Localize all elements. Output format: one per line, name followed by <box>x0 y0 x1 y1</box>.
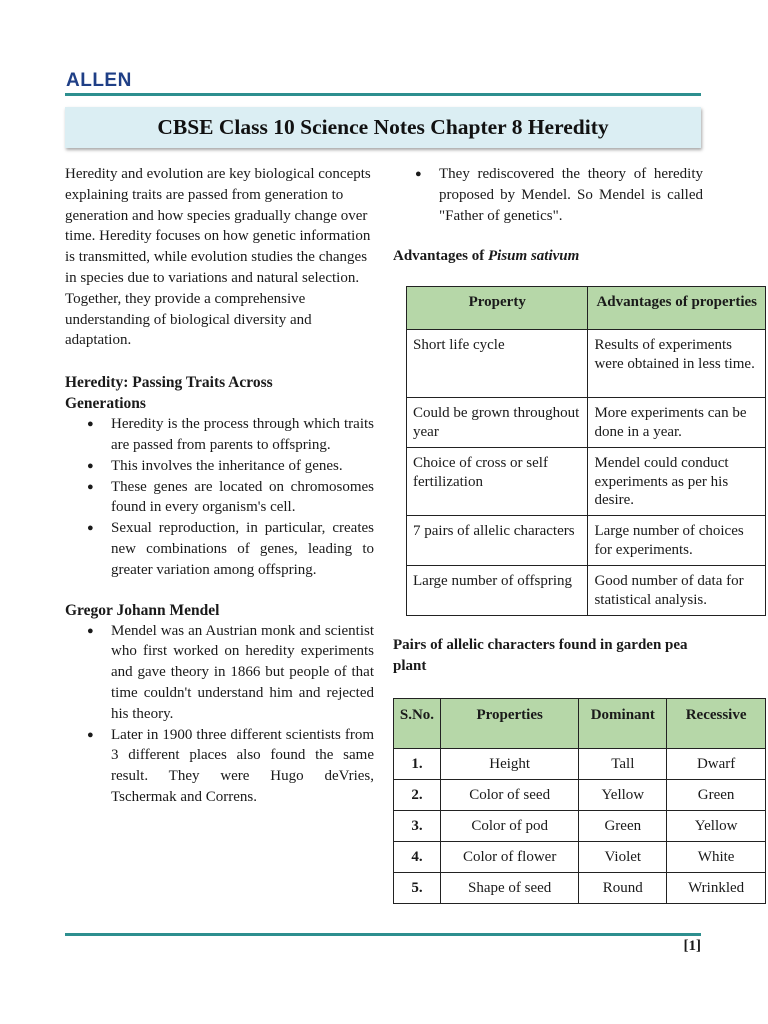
table-cell: Color of flower <box>440 842 578 873</box>
table-cell: Yellow <box>667 811 766 842</box>
header-divider <box>65 93 701 96</box>
list-item: ● Heredity is the process through which traits are passed from parents to offspring. <box>65 414 374 456</box>
table-cell: Choice of cross or self fertilization <box>407 448 588 516</box>
table-header-row <box>394 699 766 749</box>
table-row <box>407 448 766 516</box>
column-header: Properties <box>440 699 578 749</box>
table-row <box>394 749 766 780</box>
table-row <box>407 398 766 448</box>
table-cell: Wrinkled <box>667 873 766 904</box>
table-row <box>394 811 766 842</box>
page-number: [1] <box>683 938 701 954</box>
table-cell: Violet <box>579 842 667 873</box>
table-cell: Color of pod <box>440 811 578 842</box>
column-header: Property <box>407 287 588 330</box>
advantages-heading: Advantages of Pisum sativum <box>393 248 580 265</box>
table-row <box>407 330 766 398</box>
mendel-list <box>65 621 374 808</box>
table-row <box>407 566 766 616</box>
title-banner <box>65 107 701 148</box>
table-cell: Results of experiments were obtained in less time. <box>588 330 766 398</box>
table-cell: Mendel could conduct experiments as per his desire. <box>588 448 766 516</box>
table-row <box>394 873 766 904</box>
table-cell: White <box>667 842 766 873</box>
table-cell: 4. <box>394 842 441 873</box>
table-cell: 5. <box>394 873 441 904</box>
table-cell: Could be grown throughout year <box>407 398 588 448</box>
table-cell: 1. <box>394 749 441 780</box>
table-cell: Large number of choices for experiments. <box>588 516 766 566</box>
heredity-list <box>65 414 374 580</box>
list-item: ● They rediscovered the theory of heredity proposed by Mendel. So Mendel is called "Father of genetics". <box>393 164 703 226</box>
table-cell: Large number of offspring <box>407 566 588 616</box>
table-row <box>407 516 766 566</box>
heredity-heading: Heredity: Passing Traits Across Generations <box>65 374 273 413</box>
left-column <box>65 164 374 808</box>
right-column <box>393 164 768 904</box>
table-header-row <box>407 287 766 330</box>
table-cell: 3. <box>394 811 441 842</box>
table-row <box>394 842 766 873</box>
column-header: Dominant <box>579 699 667 749</box>
table-row <box>394 780 766 811</box>
list-item: ● Sexual reproduction, in particular, creates new combinations of genes, leading to greater variation among offspring. <box>65 518 374 580</box>
allen-logo: ALLEN <box>66 70 132 91</box>
column-header: Advantages of properties <box>588 287 766 330</box>
table-cell: More experiments can be done in a year. <box>588 398 766 448</box>
table-cell: Short life cycle <box>407 330 588 398</box>
table-cell: Round <box>579 873 667 904</box>
table-cell: Color of seed <box>440 780 578 811</box>
list-item: ● These genes are located on chromosomes found in every organism's cell. <box>65 477 374 519</box>
footer-divider <box>65 933 701 936</box>
table-cell: Height <box>440 749 578 780</box>
pairs-heading: Pairs of allelic characters found in garden pea plant <box>393 637 688 675</box>
advantages-table <box>406 286 766 616</box>
intro-paragraph: Heredity and evolution are key biological concepts explaining traits are passed from generation to generation and how species gradually change over time. Heredity focuses on how genetic information is transmitted, while evolution studies the changes in species due to variations and natural selection. Together, they provide a comprehensive understanding of biological diversity and adaptation. <box>65 166 371 349</box>
list-item: ● Later in 1900 three different scientists from 3 different places also found the same result. They were Hugo deVries, Tschermak and Correns. <box>65 725 374 808</box>
table-cell: Tall <box>579 749 667 780</box>
list-item: ● Mendel was an Austrian monk and scientist who first worked on heredity experiments and gave theory in 1866 but people of that time couldn't understand him and rejected his theory. <box>65 621 374 725</box>
column-header: Recessive <box>667 699 766 749</box>
mendel-heading: Gregor Johann Mendel <box>65 601 220 619</box>
column-header: S.No. <box>394 699 441 749</box>
table-cell: 7 pairs of allelic characters <box>407 516 588 566</box>
table-cell: 2. <box>394 780 441 811</box>
table-cell: Green <box>667 780 766 811</box>
table-cell: Shape of seed <box>440 873 578 904</box>
table-cell: Yellow <box>579 780 667 811</box>
page-title: CBSE Class 10 Science Notes Chapter 8 Heredity <box>157 115 609 139</box>
table-cell: Dwarf <box>667 749 766 780</box>
allelic-pairs-table <box>393 698 766 904</box>
table-cell: Green <box>579 811 667 842</box>
mendel-list-continued <box>393 164 703 226</box>
list-item: ● This involves the inheritance of genes. <box>65 456 374 477</box>
table-cell: Good number of data for statistical analysis. <box>588 566 766 616</box>
